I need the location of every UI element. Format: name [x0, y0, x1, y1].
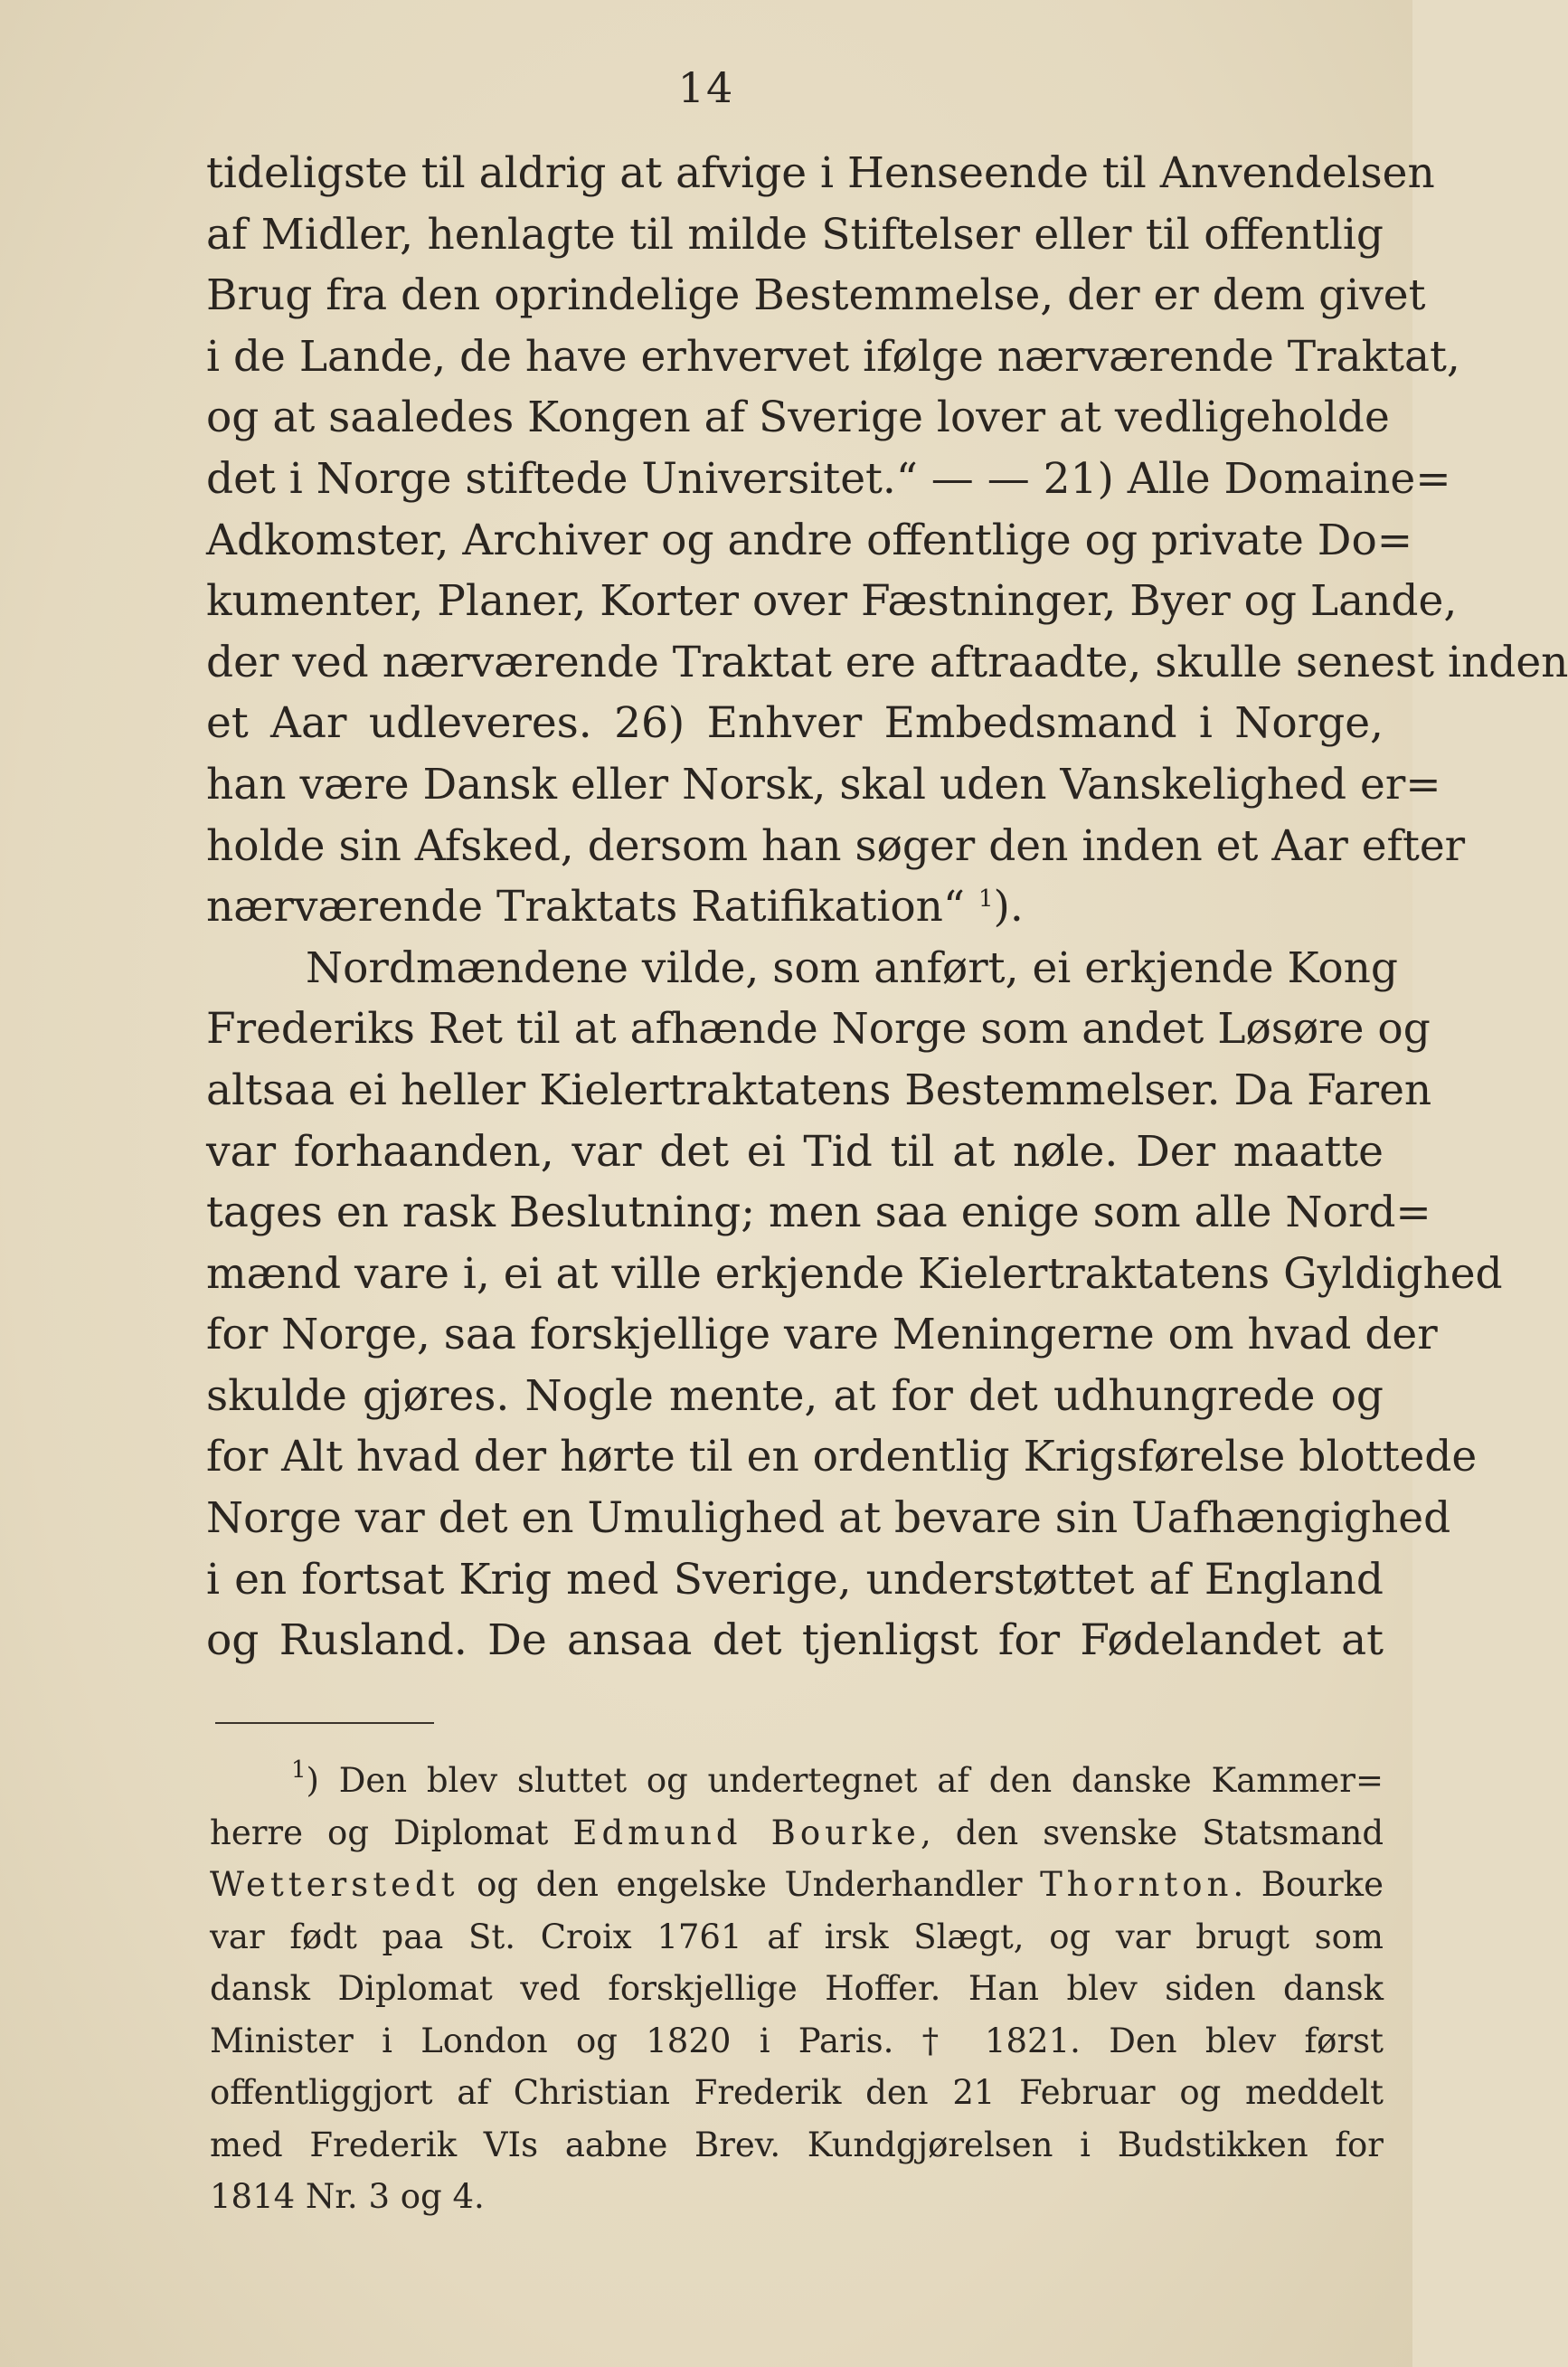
text-line: tages en rask Beslutning; men saa enige som alle Nord=: [206, 1188, 1431, 1238]
footnote-text: Den blev sluttet og undertegnet af den danske Kammer=: [338, 1761, 1384, 1800]
ratification-close: ).: [993, 882, 1024, 933]
footnote-text: . Bourke: [1233, 1865, 1384, 1904]
text-line: et Aar udleveres. 26) Enhver Embedsmand i Norge,: [206, 698, 1384, 749]
footnote-line: dansk Diplomat ved forskjellige Hoffer. Han blev siden dansk: [210, 1969, 1384, 2008]
footnote-line: [210, 1807, 1384, 1860]
text-line: af Midler, henlagte til milde Stiftelser eller til offentlig: [206, 209, 1384, 260]
text-line: i de Lande, de have erhvervet ifølge nærværende Traktat,: [206, 331, 1460, 382]
footnote-line: med Frederik VIs aabne Brev. Kundgjørelsen i Budstikken for: [210, 2125, 1384, 2164]
footnote-name: Thornton: [1040, 1865, 1233, 1904]
text-line: for Alt hvad der hørte til en ordentlig Krigsførelse blottede: [206, 1432, 1478, 1482]
footnote-line: offentliggjort af Christian Frederik den 21 Februar og meddelt: [210, 2073, 1384, 2112]
footnote-name: Edmund Bourke: [572, 1813, 921, 1852]
text-line-paragraph-end: [206, 876, 1384, 938]
text-line: han være Dansk eller Norsk, skal uden Vanskelighed er=: [206, 759, 1441, 810]
text-line: kumenter, Planer, Korter over Fæstninger, Byer og Lande,: [206, 576, 1458, 627]
text-line: Frederiks Ret til at afhænde Norge som andet Løsøre og: [206, 1004, 1431, 1055]
text-line-paragraph-start: Nordmændene vilde, som anført, ei erkjende Kong: [306, 942, 1399, 993]
text-line: og at saaledes Kongen af Sverige lover at vedligeholde: [206, 393, 1390, 443]
footnote-line: var født paa St. Croix 1761 af irsk Slægt, og var brugt som: [210, 1917, 1384, 1956]
footnote-text: herre og Diplomat: [210, 1813, 573, 1852]
text-line: og Rusland. De ansaa det tjenligst for Fødelandet at: [206, 1615, 1384, 1666]
text-line: holde sin Afsked, dersom han søger den inden et Aar efter: [206, 820, 1466, 871]
text-line: Norge var det en Umulighed at bevare sin Uafhængighed: [206, 1493, 1451, 1544]
footnote-text: , den svenske Statsmand: [920, 1813, 1384, 1852]
footnote-line: Minister i London og 1820 i Paris. † 1821. Den blev først: [210, 2021, 1384, 2060]
footnote-paren: ): [306, 1761, 319, 1800]
footnote-name: Wetterstedt: [210, 1865, 459, 1904]
footnote: [210, 1755, 1384, 2223]
footnote-reference: 1: [978, 885, 994, 914]
text-line: der ved nærværende Traktat ere aftraadte, skulle senest inden: [206, 637, 1568, 687]
text-line: i en fortsat Krig med Sverige, understøttet af England: [206, 1554, 1384, 1605]
text-line: for Norge, saa forskjellige vare Meningerne om hvad der: [206, 1310, 1438, 1360]
footnote-text: og den engelske Underhandler: [458, 1865, 1041, 1904]
page-number: 14: [677, 63, 735, 112]
text-line: var forhaanden, var det ei Tid til at nøle. Der maatte: [206, 1126, 1384, 1177]
text-line: tideligste til aldrig at afvige i Henseende til Anvendelsen: [206, 148, 1435, 198]
footnote-line: 1814 Nr. 3 og 4.: [210, 2177, 485, 2216]
footnote-marker: 1: [291, 1756, 307, 1784]
footnote-line: [210, 1859, 1384, 1911]
footnote-line: [210, 1755, 1384, 1807]
text-line: mænd vare i, ei at ville erkjende Kielertraktatens Gyldighed: [206, 1248, 1503, 1299]
text-line: Adkomster, Archiver og andre offentlige og private Do=: [206, 515, 1413, 565]
text-line: det i Norge stiftede Universitet.“ — — 21) Alle Domaine=: [206, 453, 1451, 504]
ratification-text: nærværende Traktats Ratifikation“: [206, 882, 965, 933]
text-line: skulde gjøres. Nogle mente, at for det udhungrede og: [206, 1370, 1384, 1421]
text-line: altsaa ei heller Kielertraktatens Bestemmelser. Da Faren: [206, 1065, 1432, 1115]
main-text: [206, 143, 1568, 1671]
footnote-divider: [215, 1722, 434, 1724]
text-line: Brug fra den oprindelige Bestemmelse, der er dem givet: [206, 270, 1426, 321]
